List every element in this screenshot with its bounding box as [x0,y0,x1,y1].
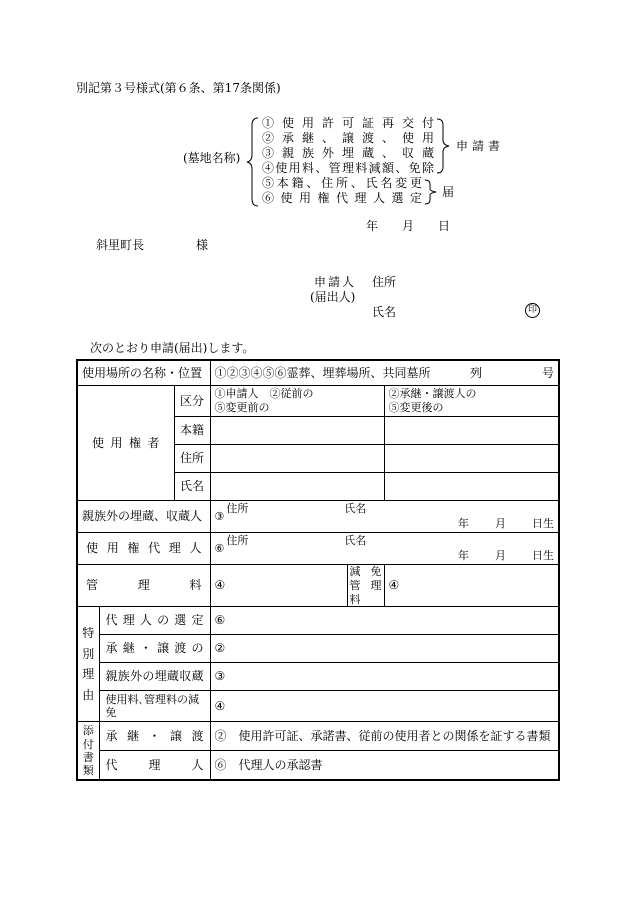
addressee-honorific: 様 [196,238,209,252]
table-row [77,663,559,691]
agent-label: 使用権代理人 [86,541,202,555]
special-reason-char-3: 理 [82,667,95,682]
reason-burial-cell [99,663,210,691]
attach-agent-value: ⑥ 代理人の承認書 [214,757,323,772]
applicant-address-label: 住所 [372,275,397,289]
header-item-1: ①使用許可証再交付 [262,116,434,130]
address-label: 住所 [179,451,204,465]
burial-month: 月 [495,517,507,530]
table-row [77,565,559,607]
reason-agent-num: ⑥ [214,613,226,628]
application-label: 申請書 [456,139,500,153]
notice-label: 届 [442,185,455,199]
location-value-cell [210,360,559,386]
reason-succession-num: ② [214,641,226,656]
applicant-name-label: 氏名 [372,305,397,319]
agent-addr-label: 住所 [226,534,249,548]
address-right-input[interactable] [384,445,559,473]
special-reason-char-4: 由 [82,687,95,702]
right-brace-application-icon [436,118,450,174]
attach-succession-label: 承継・譲渡 [105,728,204,743]
header-item-4: ④使用料、管理料減額、免除 [262,161,434,175]
reason-burial-value[interactable] [210,663,559,691]
rights-holder-label: 使用権者 [92,435,160,450]
reason-burial-num: ③ [214,669,226,684]
burial-year: 年 [458,517,470,530]
table-row [77,691,559,722]
header-item-3: ③親族外埋蔵、収蔵 [262,146,434,160]
seal-mark: 印 [525,303,540,318]
location-label-cell [77,360,210,386]
reason-fee-num: ④ [214,698,226,713]
table-row [77,751,559,781]
name-label-cell [174,473,210,501]
cemetery-name-label: (墓地名称) [183,151,241,165]
header-item-6: ⑥使用権代理人選定 [262,191,422,205]
reduction-label: 減免管理料 [349,565,382,606]
burial-label: 親族外の埋蔵、収蔵人 [82,509,203,523]
agent-birthday: 日生 [532,549,555,562]
application-table [76,359,560,781]
intro-text: 次のとおり申請(届出)します。 [90,341,255,355]
table-row [77,501,559,533]
table-row [77,607,559,635]
reduction-num: ④ [388,578,400,593]
attach-succession-value: ② 使用許可証、承諾書、従前の使用者との関係を証する書類 [214,728,551,743]
honseki-label: 本籍 [179,423,204,437]
attach-agent-label: 代理人 [105,757,204,772]
reason-agent-cell [99,607,210,635]
fee-num: ④ [214,578,226,593]
reason-succession-value[interactable] [210,635,559,663]
fee-label-cell [77,565,210,607]
location-value: ①②③④⑤⑥霊葬、埋葬場所、共同墓所 [214,365,431,380]
reason-fee-cell [99,691,210,722]
reason-succession-label: 承継・譲渡の [105,641,204,656]
category-label-cell [174,386,210,417]
name-right-input[interactable] [384,473,559,501]
col-label: 列 [470,365,483,380]
name-left-input[interactable] [210,473,384,501]
attach-agent-value-cell [210,751,559,781]
date-month: 月 [402,219,415,233]
attachments-char-1: 添 [82,724,94,738]
form-id: 別記第３号様式(第６条、第17条関係) [76,81,281,95]
header-item-5: ⑤本籍、住所、氏名変更 [262,176,422,190]
agent-year: 年 [458,549,470,562]
agent-month: 月 [495,549,507,562]
reason-agent-label: 代理人の選定 [105,613,204,628]
attachments-char-3: 書 [82,750,94,764]
category-right-cell [384,386,559,417]
rights-holder-label-cell [77,386,174,501]
attachments-char-4: 類 [82,763,94,777]
right-brace-notice-icon [424,179,438,205]
fee-value-cell[interactable] [210,565,347,607]
burial-name-label: 氏名 [344,502,367,516]
burial-num: ③ [214,510,225,524]
left-brace-icon [246,117,260,207]
attach-succession-value-cell [210,722,559,751]
honseki-label-cell [174,417,210,445]
category-right-line2: ⑤変更後の [388,401,444,414]
reason-fee-label: 使用料､管理料の減免 [105,692,199,720]
reason-burial-label: 親族外の埋蔵収蔵 [105,669,204,684]
honseki-left-input[interactable] [210,417,384,445]
applicant-role-sub: (届出人) [310,290,356,304]
honseki-right-input[interactable] [384,417,559,445]
address-left-input[interactable] [210,445,384,473]
table-row [77,533,559,565]
special-reason-label-cell [77,607,99,722]
table-row [77,386,559,417]
agent-name-label: 氏名 [344,534,367,548]
burial-value-cell[interactable] [210,501,559,533]
addressee-name: 斜里町長 [96,238,145,252]
reduction-value-cell[interactable] [384,565,559,607]
table-row [77,360,559,386]
table-row [77,722,559,751]
burial-birthday: 日生 [532,517,555,530]
category-left-line1: ①申請人 ②従前の [214,387,314,401]
category-left-line2: ⑤変更前の [214,401,270,414]
attach-succession-cell [99,722,210,751]
attachments-label-cell [77,722,99,781]
special-reason-char-2: 別 [82,646,95,661]
reduction-label-cell [347,565,384,607]
special-reason-char-1: 特 [82,626,95,641]
agent-num: ⑥ [214,542,225,556]
burial-addr-label: 住所 [226,502,249,516]
burial-label-cell [77,501,210,533]
header-item-2: ②承継、譲渡、使用 [262,131,434,145]
table-row [77,635,559,663]
reason-fee-value[interactable] [210,691,559,722]
num-label: 号 [542,365,555,380]
attachments-char-2: 付 [82,737,94,751]
reason-agent-value[interactable] [210,607,559,635]
name-label: 氏名 [179,479,204,493]
fee-label: 管理料 [86,578,202,593]
attach-agent-cell [99,751,210,781]
category-left-cell [210,386,384,417]
agent-value-cell[interactable] [210,533,559,565]
address-label-cell [174,445,210,473]
agent-label-cell [77,533,210,565]
reason-succession-cell [99,635,210,663]
category-right-line1: ②承継・譲渡人の [388,387,477,401]
date-year: 年 [366,219,379,233]
category-label: 区分 [179,393,204,408]
location-label: 使用場所の名称・位置 [82,365,203,380]
date-day: 日 [438,219,451,233]
applicant-role: 申請人 [314,275,354,289]
